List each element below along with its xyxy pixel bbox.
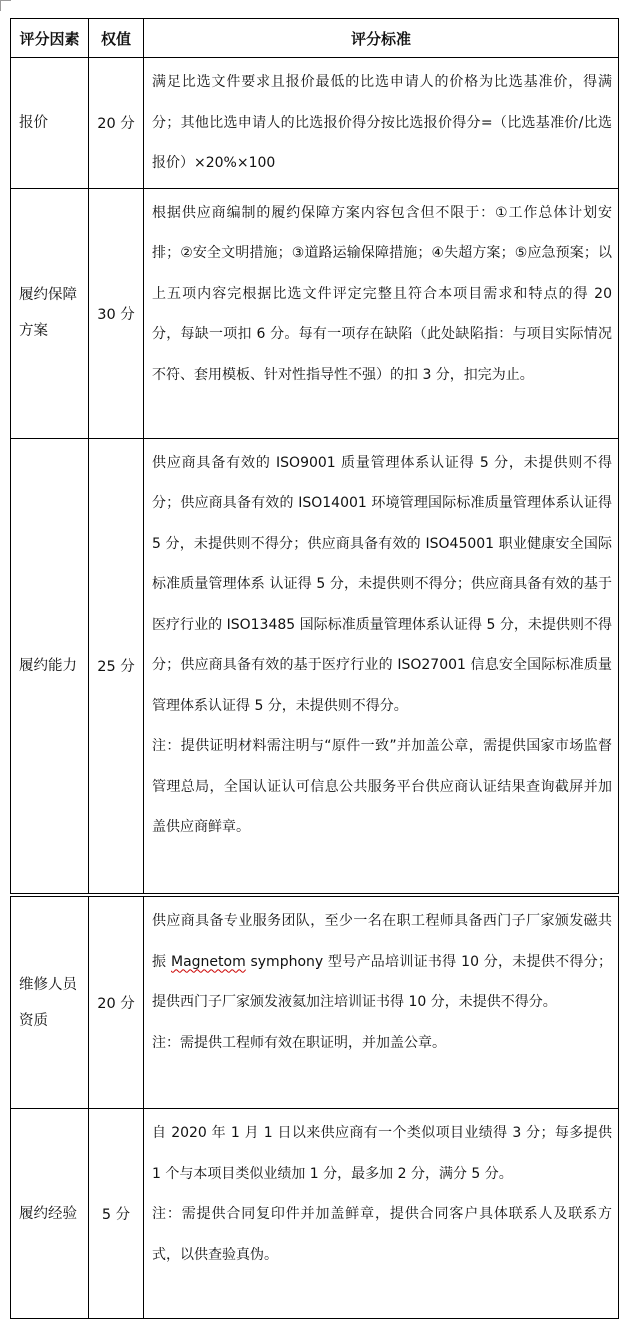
weight-cell: 30 分 (89, 188, 144, 438)
weight-cell: 20 分 (89, 58, 144, 189)
standard-cell (144, 897, 619, 1109)
table-row (11, 1109, 619, 1319)
note-paragraph: 注：需提供工程师有效在职证明，并加盖公章。 (152, 1034, 446, 1051)
scoring-table-part2 (10, 896, 619, 1319)
factor-cell: 报价 (11, 58, 89, 189)
standard-cell (144, 188, 619, 438)
standard-paragraph: 满足比选文件要求且报价最低的比选申请人的价格为比选基准价，得满分；其他比选申请人的比选报价得分按比选报价得分=（比选基准价/比选报价）×20%×100 (152, 74, 612, 171)
standard-paragraph: 根据供应商编制的履约保障方案内容包含但不限于：①工作总体计划安排；②安全文明措施；③道路运输保障措施；④失超方案；⑤应急预案；以上五项内容完根据比选文件评定完整且符合本项目需求和特点的得 20 分，每缺一项扣 6 分。每有一项存在缺陷（此处缺陷指：与项目实际情况不符、套用模板、针对性指导性不强）的扣 3 分，扣完为止。 (152, 204, 612, 383)
weight-cell: 25 分 (89, 438, 144, 893)
weight-cell: 20 分 (89, 897, 144, 1109)
scoring-table-part1 (10, 18, 619, 894)
document-corner-mark (0, 0, 11, 11)
note-paragraph: 注：需提供合同复印件并加盖鲜章，提供合同客户具体联系人及联系方式，以供查验真伪。 (152, 1206, 612, 1263)
standard-cell (144, 1109, 619, 1319)
header-factor: 评分因素 (11, 19, 89, 58)
table-row (11, 897, 619, 1109)
standard-cell (144, 58, 619, 189)
standard-paragraph (152, 901, 612, 1023)
standard-cell (144, 438, 619, 893)
requirement-text-continued: symphony 型号产品培训证书得 10 分，未提供不得分；提供西门子厂家颁发液氦加注培训证书得 10 分，未提供不得分。 (152, 953, 612, 1010)
requirement-text: 供应商具备专业服务团队，至少一名在职工程师具备西门子厂家颁发磁共振 (152, 913, 612, 970)
table-row (11, 58, 619, 189)
standard-paragraph: 自 2020 年 1 月 1 日以来供应商有一个类似项目业绩得 3 分；每多提供 1 个与本项目类似业绩加 1 分，最多加 2 分，满分 5 分。 (152, 1125, 612, 1182)
table-header-row (11, 19, 619, 58)
factor-cell: 履约保障方案 (11, 188, 89, 438)
factor-cell: 维修人员资质 (11, 897, 89, 1109)
note-paragraph: 注：提供证明材料需注明与“原件一致”并加盖公章，需提供国家市场监督管理总局，全国认证认可信息公共服务平台供应商认证结果查询截屏并加盖供应商鲜章。 (152, 738, 612, 835)
weight-cell: 5 分 (89, 1109, 144, 1319)
standard-paragraph: 供应商具备有效的 ISO9001 质量管理体系认证得 5 分，未提供则不得分；供应商具备有效的 ISO14001 环境管理国际标准质量管理体系认证得 5 分，未提供则不得分；供应商具备有效的 ISO45001 职业健康安全国际标准质量管理体系 认证得 5 分，未提供则不得分；供应商具备有效的基于医疗行业的 ISO13485 国际标准质量管理体系认证得 5 分，未提供则不得分；供应商具备有效的基于医疗行业的 ISO27001 信息安全国际标准质量管理体系认证得 5 分，未提供则不得分。 (152, 454, 612, 714)
spellcheck-flagged-word: Magnetom (171, 953, 246, 970)
factor-cell: 履约经验 (11, 1109, 89, 1319)
factor-cell: 履约能力 (11, 438, 89, 893)
table-row (11, 188, 619, 438)
header-weight: 权值 (89, 19, 144, 58)
table-row (11, 438, 619, 893)
header-standard: 评分标准 (144, 19, 619, 58)
